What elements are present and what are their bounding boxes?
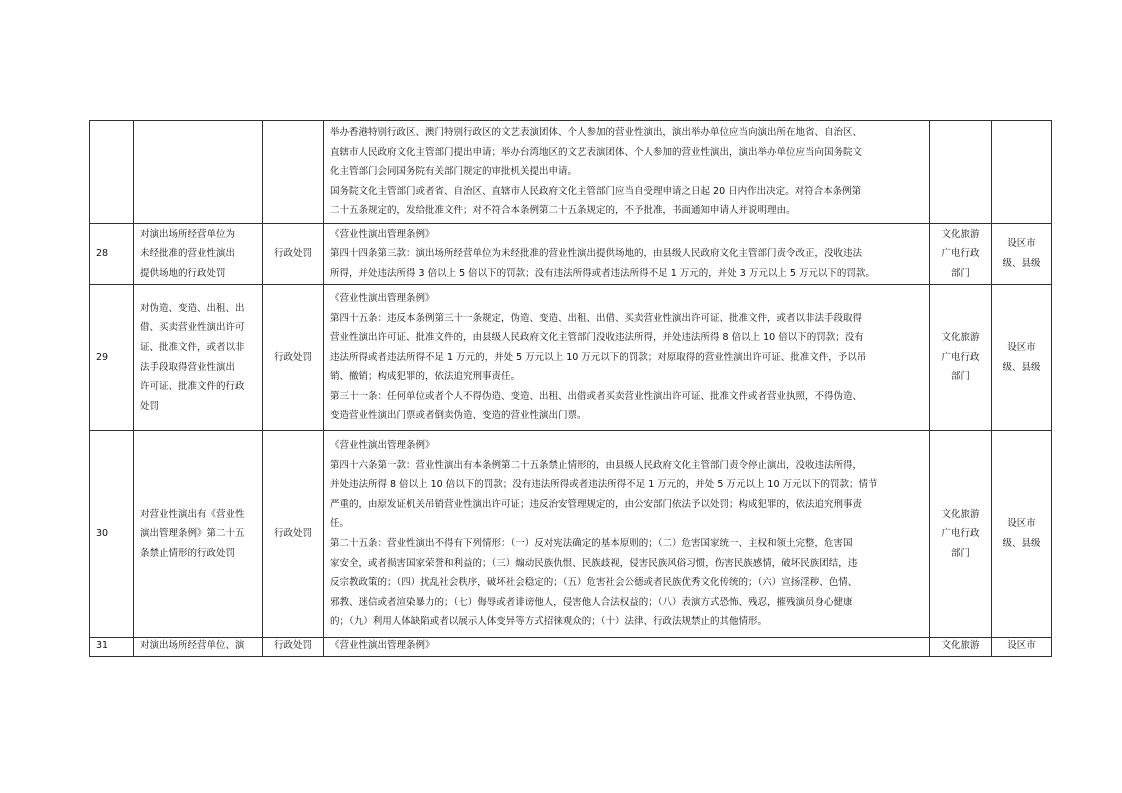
table-body: [90, 121, 1052, 657]
item-name-line: 提供场地的行政处罚: [140, 267, 226, 279]
table-row: [90, 224, 1052, 285]
legal-basis-cell: [324, 285, 930, 431]
legal-basis-line: 国务院文化主管部门或者省、自治区、直辖市人民政府文化主管部门应当自受理申请之日起 20 日内作出决定。对符合本条例第: [330, 185, 862, 197]
legal-basis-line: 严重的，由原发证机关吊销营业性演出许可证；违反治安管理规定的，由公安部门依法予以处罚；构成犯罪的，依法追究刑事责: [330, 498, 863, 510]
legal-basis-line: 第四十四条第三款：演出场所经营单位为未经批准的营业性演出提供场地的，由县级人民政府文化主管部门责令改正，没收违法: [330, 248, 863, 260]
legal-basis-line: 直辖市人民政府文化主管部门提出申请；举办台湾地区的文艺表演团体、个人参加的营业性演出，演出举办单位应当向国务院文: [330, 146, 863, 158]
item-number: 28: [90, 224, 134, 285]
department-line: 广电行政: [941, 248, 980, 260]
table-row: [90, 121, 1052, 224]
department-line: 文化旅游: [941, 332, 980, 344]
enforcement-level-cell: [992, 431, 1052, 638]
legal-basis-line: 邪教、迷信或者渲染暴力的；（七）侮辱或者诽谤他人，侵害他人合法权益的；（八）表演方式恐怖、残忍，摧残演员身心健康: [330, 596, 853, 608]
item-name-cell: [134, 638, 263, 657]
level-line: 级、县级: [1002, 538, 1041, 549]
legal-basis-line: 举办香港特别行政区、澳门特别行政区的文艺表演团体、个人参加的营业性演出，演出举办单位应当向演出所在地省、自治区、: [330, 127, 863, 139]
item-name-line: 未经批准的营业性演出: [140, 248, 236, 260]
department-line: 文化旅游: [941, 640, 980, 651]
enforcement-department-cell: [930, 638, 992, 657]
table-row: [90, 285, 1052, 431]
enforcement-level-cell: [992, 285, 1052, 431]
legal-basis-line: 《营业性演出管理条例》: [330, 640, 435, 651]
item-number: 30: [90, 431, 134, 638]
legal-basis-line: 并处违法所得 8 倍以上 10 倍以下的罚款；没有违法所得或者违法所得不足 1 万元的，并处 5 万元以上 10 万元以下的罚款；情节: [330, 479, 878, 491]
item-name-line: 处罚: [140, 400, 160, 412]
authority-type: 行政处罚: [263, 285, 324, 431]
item-number: 29: [90, 285, 134, 431]
legal-basis-line: 第四十五条：违反本条例第三十一条规定，伪造、变造、出租、出借、买卖营业性演出许可证、批准文件，或者以非法手段取得: [330, 312, 863, 324]
legal-basis-line: 《营业性演出管理条例》: [330, 440, 435, 452]
department-line: 部门: [950, 371, 970, 383]
department-line: 文化旅游: [941, 228, 980, 240]
item-name-cell: [134, 224, 263, 285]
item-name-line: 对演出场所经营单位、演: [140, 640, 245, 651]
item-name-cell: [134, 121, 263, 224]
legal-basis-line: 第二十五条：营业性演出不得有下列情形：（一）反对宪法确定的基本原则的；（二）危害国家统一、主权和领土完整，危害国: [330, 538, 853, 549]
legal-basis-line: 化主管部门会同国务院有关部门规定的审批机关提出申请。: [330, 166, 578, 178]
legal-basis-line: 家安全，或者损害国家荣誉和利益的；（三）煽动民族仇恨、民族歧视，侵害民族风俗习惯，伤害民族感情，破坏民族团结，违: [330, 557, 858, 569]
legal-basis-line: 任。: [330, 518, 350, 530]
item-name-line: 演出管理条例》第二十五: [140, 528, 245, 540]
item-name-line: 借、买卖营业性演出许可: [140, 322, 245, 334]
legal-basis-line: 反宗教政策的；（四）扰乱社会秩序，破坏社会稳定的；（五）危害社会公德或者民族优秀文化传统的；（六）宣扬淫秽、色情、: [330, 577, 858, 589]
authority-type: 行政处罚: [263, 431, 324, 638]
item-name-line: 条禁止情形的行政处罚: [140, 547, 236, 559]
enforcement-department-cell: [930, 121, 992, 224]
item-name-line: 对营业性演出有《营业性: [140, 508, 245, 520]
item-name-line: 法手段取得营业性演出: [140, 361, 236, 373]
enforcement-department-cell: [930, 431, 992, 638]
item-number: 31: [90, 638, 134, 657]
item-name-line: 对演出场所经营单位为: [140, 228, 236, 240]
legal-basis-line: 第四十六条第一款：营业性演出有本条例第二十五条禁止情形的，由县级人民政府文化主管部门责令停止演出，没收违法所得，: [330, 459, 863, 471]
legal-basis-line: 所得，并处违法所得 3 倍以上 5 倍以下的罚款；没有违法所得或者违法所得不足 1 万元的，并处 3 万元以上 5 万元以下的罚款。: [330, 267, 875, 279]
legal-basis-line: 《营业性演出管理条例》: [330, 228, 435, 240]
legal-basis-line: 的；（九）利用人体缺陷或者以展示人体变异等方式招徕观众的；（十）法律、行政法规禁止的其他情形。: [330, 616, 768, 628]
table-row: [90, 638, 1052, 657]
legal-basis-line: 《营业性演出管理条例》: [330, 292, 435, 304]
legal-basis-cell: [324, 431, 930, 638]
enforcement-level-cell: [992, 224, 1052, 285]
legal-basis-cell: [324, 224, 930, 285]
item-name-line: 许可证、批准文件的行政: [140, 381, 245, 393]
legal-basis-line: 二十五条规定的，发给批准文件；对不符合本条例第二十五条规定的，不予批准，书面通知申请人并说明理由。: [330, 205, 796, 217]
level-line: 级、县级: [1002, 361, 1041, 373]
item-name-line: 证、批准文件，或者以非: [140, 341, 245, 353]
legal-basis-cell: [324, 638, 930, 657]
item-name-line: 对伪造、变造、出租、出: [140, 302, 245, 314]
level-line: 设区市: [1007, 238, 1036, 250]
regulation-table: [89, 120, 1052, 657]
department-line: 部门: [950, 267, 970, 279]
level-line: 设区市: [1007, 640, 1036, 651]
authority-type: 行政处罚: [263, 638, 324, 657]
legal-basis-line: 第三十一条：任何单位或者个人不得伪造、变造、出租、出借或者买卖营业性演出许可证、批准文件或者营业执照，不得伪造、: [330, 390, 863, 402]
table-row: [90, 431, 1052, 638]
legal-basis-cell: [324, 121, 930, 224]
legal-basis-line: 变造营业性演出门票或者倒卖伪造、变造的营业性演出门票。: [330, 410, 587, 422]
level-line: 级、县级: [1002, 258, 1041, 269]
department-line: 广电行政: [941, 528, 980, 540]
department-line: 文化旅游: [941, 508, 980, 520]
enforcement-department-cell: [930, 224, 992, 285]
department-line: 部门: [950, 547, 970, 559]
level-line: 设区市: [1007, 518, 1036, 530]
enforcement-level-cell: [992, 638, 1052, 657]
item-number: [90, 121, 134, 224]
department-line: 广电行政: [941, 351, 980, 363]
legal-basis-line: 违法所得或者违法所得不足 1 万元的，并处 5 万元以上 10 万元以下的罚款；对原取得的营业性演出许可证、批准文件，予以吊: [330, 351, 867, 363]
level-line: 设区市: [1007, 341, 1036, 353]
legal-basis-line: 销、撤销；构成犯罪的，依法追究刑事责任。: [330, 371, 521, 383]
item-name-cell: [134, 431, 263, 638]
enforcement-level-cell: [992, 121, 1052, 224]
legal-basis-line: 营业性演出许可证、批准文件的，由县级人民政府文化主管部门没收违法所得，并处违法所得 8 倍以上 10 倍以下的罚款；没有: [330, 332, 864, 344]
item-name-cell: [134, 285, 263, 431]
enforcement-department-cell: [930, 285, 992, 431]
authority-type: [263, 121, 324, 224]
authority-type: 行政处罚: [263, 224, 324, 285]
